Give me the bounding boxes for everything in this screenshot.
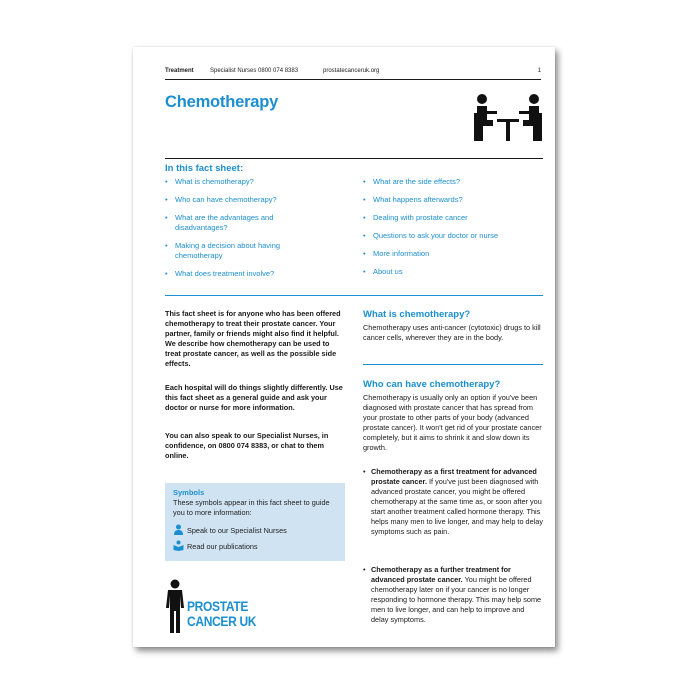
bullet-first-treatment <box>363 467 543 537</box>
toc-link-what-is-chemotherapy[interactable]: • What is chemotherapy? <box>165 177 335 187</box>
toc-link-advantages[interactable]: • What are the advantages and disadvantages? <box>165 213 305 233</box>
intro-paragraph-2: Each hospital will do things slightly differently. Use this fact sheet as a general guide and ask your doctor or nurse for more information. <box>165 383 343 412</box>
symbols-box <box>165 483 345 561</box>
consultation-people-icon <box>473 93 543 145</box>
bullet-first-treatment-title: Chemotherapy as a first treatment for advanced prostate cancer. <box>371 467 537 486</box>
section-divider <box>165 295 543 296</box>
section-divider-2 <box>363 364 543 365</box>
logo-line-2: CANCER UK <box>187 613 257 629</box>
page-title: Chemotherapy <box>165 93 279 111</box>
toc-link-dealing[interactable]: • Dealing with prostate cancer <box>363 213 533 223</box>
toc-link-who-can-have[interactable]: • Who can have chemotherapy? <box>165 195 335 205</box>
toc-link-about-us[interactable]: • About us <box>363 267 533 277</box>
intro-paragraph-3: You can also speak to our Specialist Nurses, in confidence, on 0800 074 8383, or chat to them online. <box>165 431 329 460</box>
prostate-cancer-uk-logo <box>165 579 275 637</box>
nurse-icon <box>173 524 184 535</box>
page-number: 1 <box>537 68 541 74</box>
bullet-further-treatment <box>363 565 543 625</box>
contents-heading: In this fact sheet: <box>165 163 244 174</box>
fact-sheet-page <box>133 47 555 647</box>
symbols-title: Symbols <box>173 488 205 497</box>
toc-link-side-effects[interactable]: • What are the side effects? <box>363 177 533 187</box>
who-can-body: Chemotherapy is usually only an option if you've been diagnosed with prostate cancer that has spread from your prostate to other parts of your body (advanced prostate cancer). It won't get rid of your prostate cancer completely, but it aims to shrink it and slow down its growth. <box>363 393 542 452</box>
toc-link-afterwards[interactable]: • What happens afterwards? <box>363 195 533 205</box>
divider <box>165 158 543 159</box>
toc-link-questions[interactable]: • Questions to ask your doctor or nurse <box>363 231 533 241</box>
logo-man-icon <box>165 579 185 635</box>
header-nurses-phone: Specialist Nurses 0800 074 8383 <box>210 68 299 74</box>
what-is-body: Chemotherapy uses anti-cancer (cytotoxic) drugs to kill cancer cells, wherever they are in the body. <box>363 323 541 342</box>
header-website: prostatecanceruk.org <box>323 68 380 74</box>
toc-link-making-decision[interactable]: • Making a decision about having chemotherapy <box>165 241 305 261</box>
page-header <box>165 67 541 80</box>
publications-icon <box>173 540 184 551</box>
toc-link-more-information[interactable]: • More information <box>363 249 533 259</box>
bullet-further-treatment-title: Chemotherapy as a further treatment for advanced prostate cancer. <box>371 565 511 584</box>
header-category: Treatment <box>165 68 194 74</box>
logo-line-1: PROSTATE <box>187 598 249 614</box>
toc-link-treatment-involve[interactable]: • What does treatment involve? <box>165 269 335 279</box>
symbol-nurses-label: Speak to our Specialist Nurses <box>187 526 287 535</box>
bullet-first-treatment-text: If you've just been diagnosed with advanced prostate cancer, you might be offered chemotherapy at the same time as, or soon after you start another treatment called hormone therapy. This helps many men to live longer, and may help to delay symptoms such as pain. <box>371 477 543 536</box>
bullet-further-treatment-text: You might be offered chemotherapy later on if your cancer is no longer responding to hormone therapy. This may help some men to live longer, and can help to improve and delay symptoms. <box>371 575 542 624</box>
section-heading-who-can: Who can have chemotherapy? <box>363 379 501 390</box>
symbols-description: These symbols appear in this fact sheet to guide you to more information: <box>173 498 330 517</box>
section-heading-what-is: What is chemotherapy? <box>363 309 471 320</box>
symbol-publications-label: Read our publications <box>187 542 258 551</box>
intro-paragraph-1: This fact sheet is for anyone who has been offered chemotherapy to treat their prostate cancer. Your partner, family or friends might also find it helpful. We describe how chemotherapy can be used to treat prostate cancer, as well as the possible side effects. <box>165 309 341 368</box>
